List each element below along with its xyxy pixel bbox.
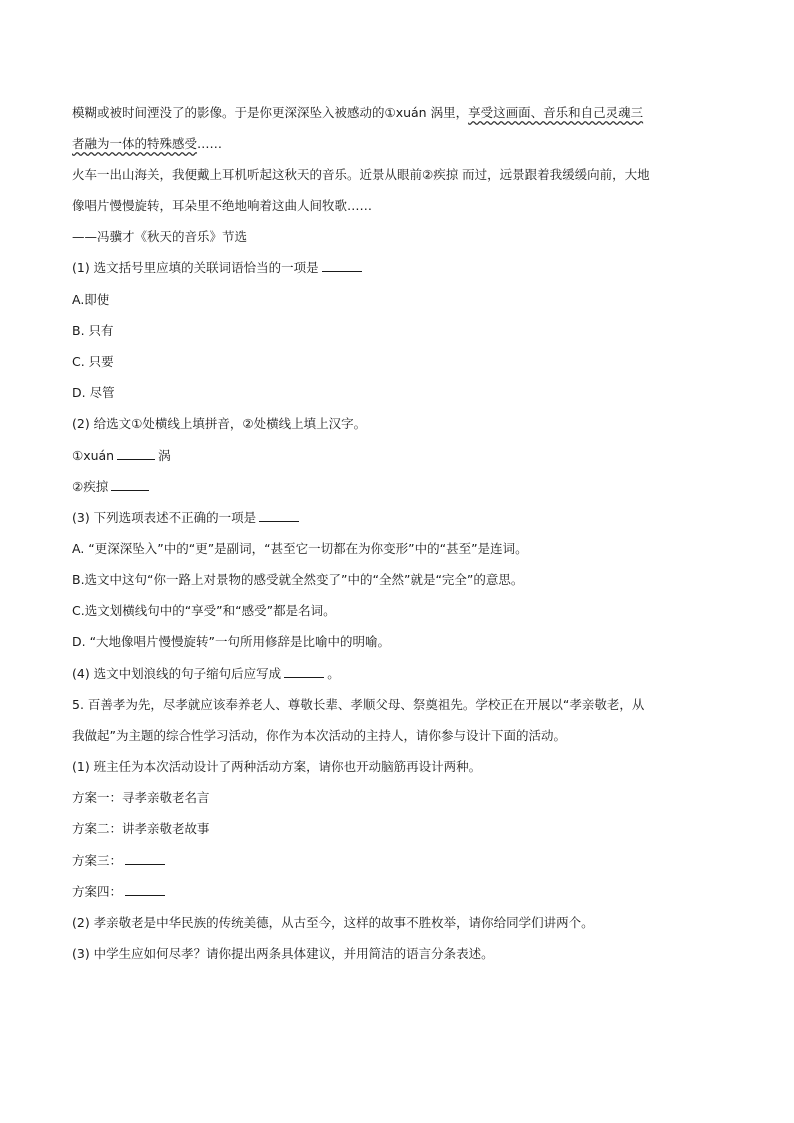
question-5-intro-2: 我做起”为主题的综合性学习活动，你作为本次活动的主持人，请你参与设计下面的活动。 (72, 728, 566, 743)
q5-plan-3 (72, 852, 732, 870)
q5-sub-2: (2) 孝亲敬老是中华民族的传统美德，从古至今，这样的故事不胜枚举，请你给同学们讲两个。 (72, 915, 594, 930)
question-text: 涡 (158, 448, 171, 463)
q5-plan-2: 方案二：讲孝亲敬老故事 (72, 821, 210, 836)
question-text: (1) 选文括号里应填的关联词语恰当的一项是 (72, 260, 319, 275)
question-4-stem (72, 665, 732, 683)
passage-text: …… (197, 136, 223, 151)
q5-sub-3: (3) 中学生应如何尽孝？请你提出两条具体建议，并用简洁的语言分条表述。 (72, 946, 494, 961)
question-text: 方案三： (72, 853, 123, 868)
q3-option-b: B.选文中这句“你一路上对景物的感受就全然变了”中的“全然”就是“完全”的意思。 (72, 572, 524, 587)
answer-blank[interactable] (284, 665, 324, 678)
question-3-stem (72, 509, 732, 527)
passage-line-1 (72, 104, 732, 122)
passage-line-2 (72, 135, 732, 153)
answer-blank[interactable] (111, 478, 149, 491)
q1-option-b: B. 只有 (72, 323, 114, 338)
q1-option-d: D. 尽管 (72, 385, 115, 400)
question-5-intro-1: 5. 百善孝为先，尽孝就应该奉养老人、尊敬长辈、孝顺父母、祭奠祖先。学校正在开展以“孝亲敬老，从 (72, 697, 645, 712)
question-text: (4) 选文中划浪线的句子缩句后应写成 (72, 666, 282, 681)
question-text: 。 (327, 666, 340, 681)
question-text: ②疾掠 (72, 479, 109, 494)
question-2-stem: (2) 给选文①处横线上填拼音，②处横线上填上汉字。 (72, 416, 367, 431)
q2-item-2 (72, 478, 732, 496)
question-text: ①xuán (72, 448, 115, 463)
passage-source: ——冯骥才《秋天的音乐》节选 (72, 229, 248, 244)
q3-option-a: A. “更深深坠入”中的“更”是副词，“甚至它一切都在为你变形”中的“甚至”是连词。 (72, 541, 528, 556)
q3-option-d: D. “大地像唱片慢慢旋转”一句所用修辞是比喻中的明喻。 (72, 634, 391, 649)
answer-blank[interactable] (125, 852, 165, 865)
q5-plan-1: 方案一：寻孝亲敬老名言 (72, 790, 210, 805)
q1-option-c: C. 只要 (72, 354, 114, 369)
passage-text: 模糊或被时间湮没了的影像。于是你更深深坠入被感动的①xuán 涡里， (72, 105, 469, 120)
question-text: 方案四： (72, 884, 123, 899)
q3-option-c: C.选文划横线句中的“享受”和“感受”都是名词。 (72, 603, 336, 618)
passage-line-3: 火车一出山海关，我便戴上耳机听起这秋天的音乐。近景从眼前②疾掠 而过，远景跟着我缓缓向前，大地 (72, 167, 650, 182)
wavy-underlined-sentence-cont: 者融为一体的特殊感受 (72, 136, 198, 151)
q2-item-1 (72, 447, 732, 465)
q5-plan-4 (72, 883, 732, 901)
passage-line-4: 像唱片慢慢旋转，耳朵里不绝地响着这曲人间牧歌…… (72, 198, 373, 213)
answer-blank[interactable] (117, 447, 155, 460)
answer-blank[interactable] (259, 509, 299, 522)
question-text: (3) 下列选项表述不正确的一项是 (72, 510, 257, 525)
answer-blank[interactable] (322, 259, 362, 272)
question-1-stem (72, 259, 732, 277)
wavy-underlined-sentence: 享受这画面、音乐和自己灵魂三 (468, 105, 644, 120)
q5-sub-1: (1) 班主任为本次活动设计了两种活动方案，请你也开动脑筋再设计两种。 (72, 759, 482, 774)
q1-option-a: A.即使 (72, 292, 110, 307)
answer-blank[interactable] (125, 883, 165, 896)
